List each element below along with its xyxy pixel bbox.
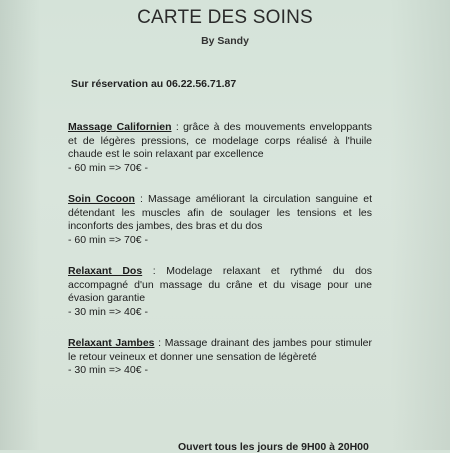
service-relaxant-jambes [68,337,372,378]
service-description-block [68,193,372,234]
service-name: Relaxant Dos [68,265,143,277]
reservation-phone: Sur réservation au 06.22.56.71.87 [71,78,237,90]
service-description: : grâce à des mouvements enveloppants et de légères pressions, ce modelage corps réalisé à l'huile chaude est le soin relaxant par excellence [68,121,372,160]
service-soin-cocoon [68,193,372,247]
service-description-block [68,265,372,306]
service-name: Soin Cocoon [68,193,135,205]
service-description-block [68,121,372,162]
service-name: Massage Californien [68,121,172,133]
service-price: - 30 min => 40€ - [68,364,148,376]
page-title: CARTE DES SOINS [137,7,313,28]
service-price: - 30 min => 40€ - [68,305,148,318]
service-description: : Modelage relaxant et rythmé du dos accompagné d'un massage du crâne et du visage pour une évasion garantie [68,265,373,304]
service-price: - 60 min => 70€ - [68,161,148,174]
service-price: - 60 min => 70€ - [68,233,148,246]
service-massage-californien [68,121,372,175]
service-description: : Massage améliorant la circulation sanguine et détendant les muscles afin de soulager les tensions et les inconforts des jambes, des bras et du dos [68,193,372,232]
service-relaxant-dos [68,265,372,319]
service-name: Relaxant Jambes [68,337,155,349]
opening-hours: Ouvert tous les jours de 9H00 à 20H00 [178,441,369,453]
service-description-block [68,337,372,364]
service-description: : Massage drainant des jambes pour stimuler le retour veineux et donner une sensation de légèreté [68,337,372,363]
page-subtitle: By Sandy [201,35,249,47]
